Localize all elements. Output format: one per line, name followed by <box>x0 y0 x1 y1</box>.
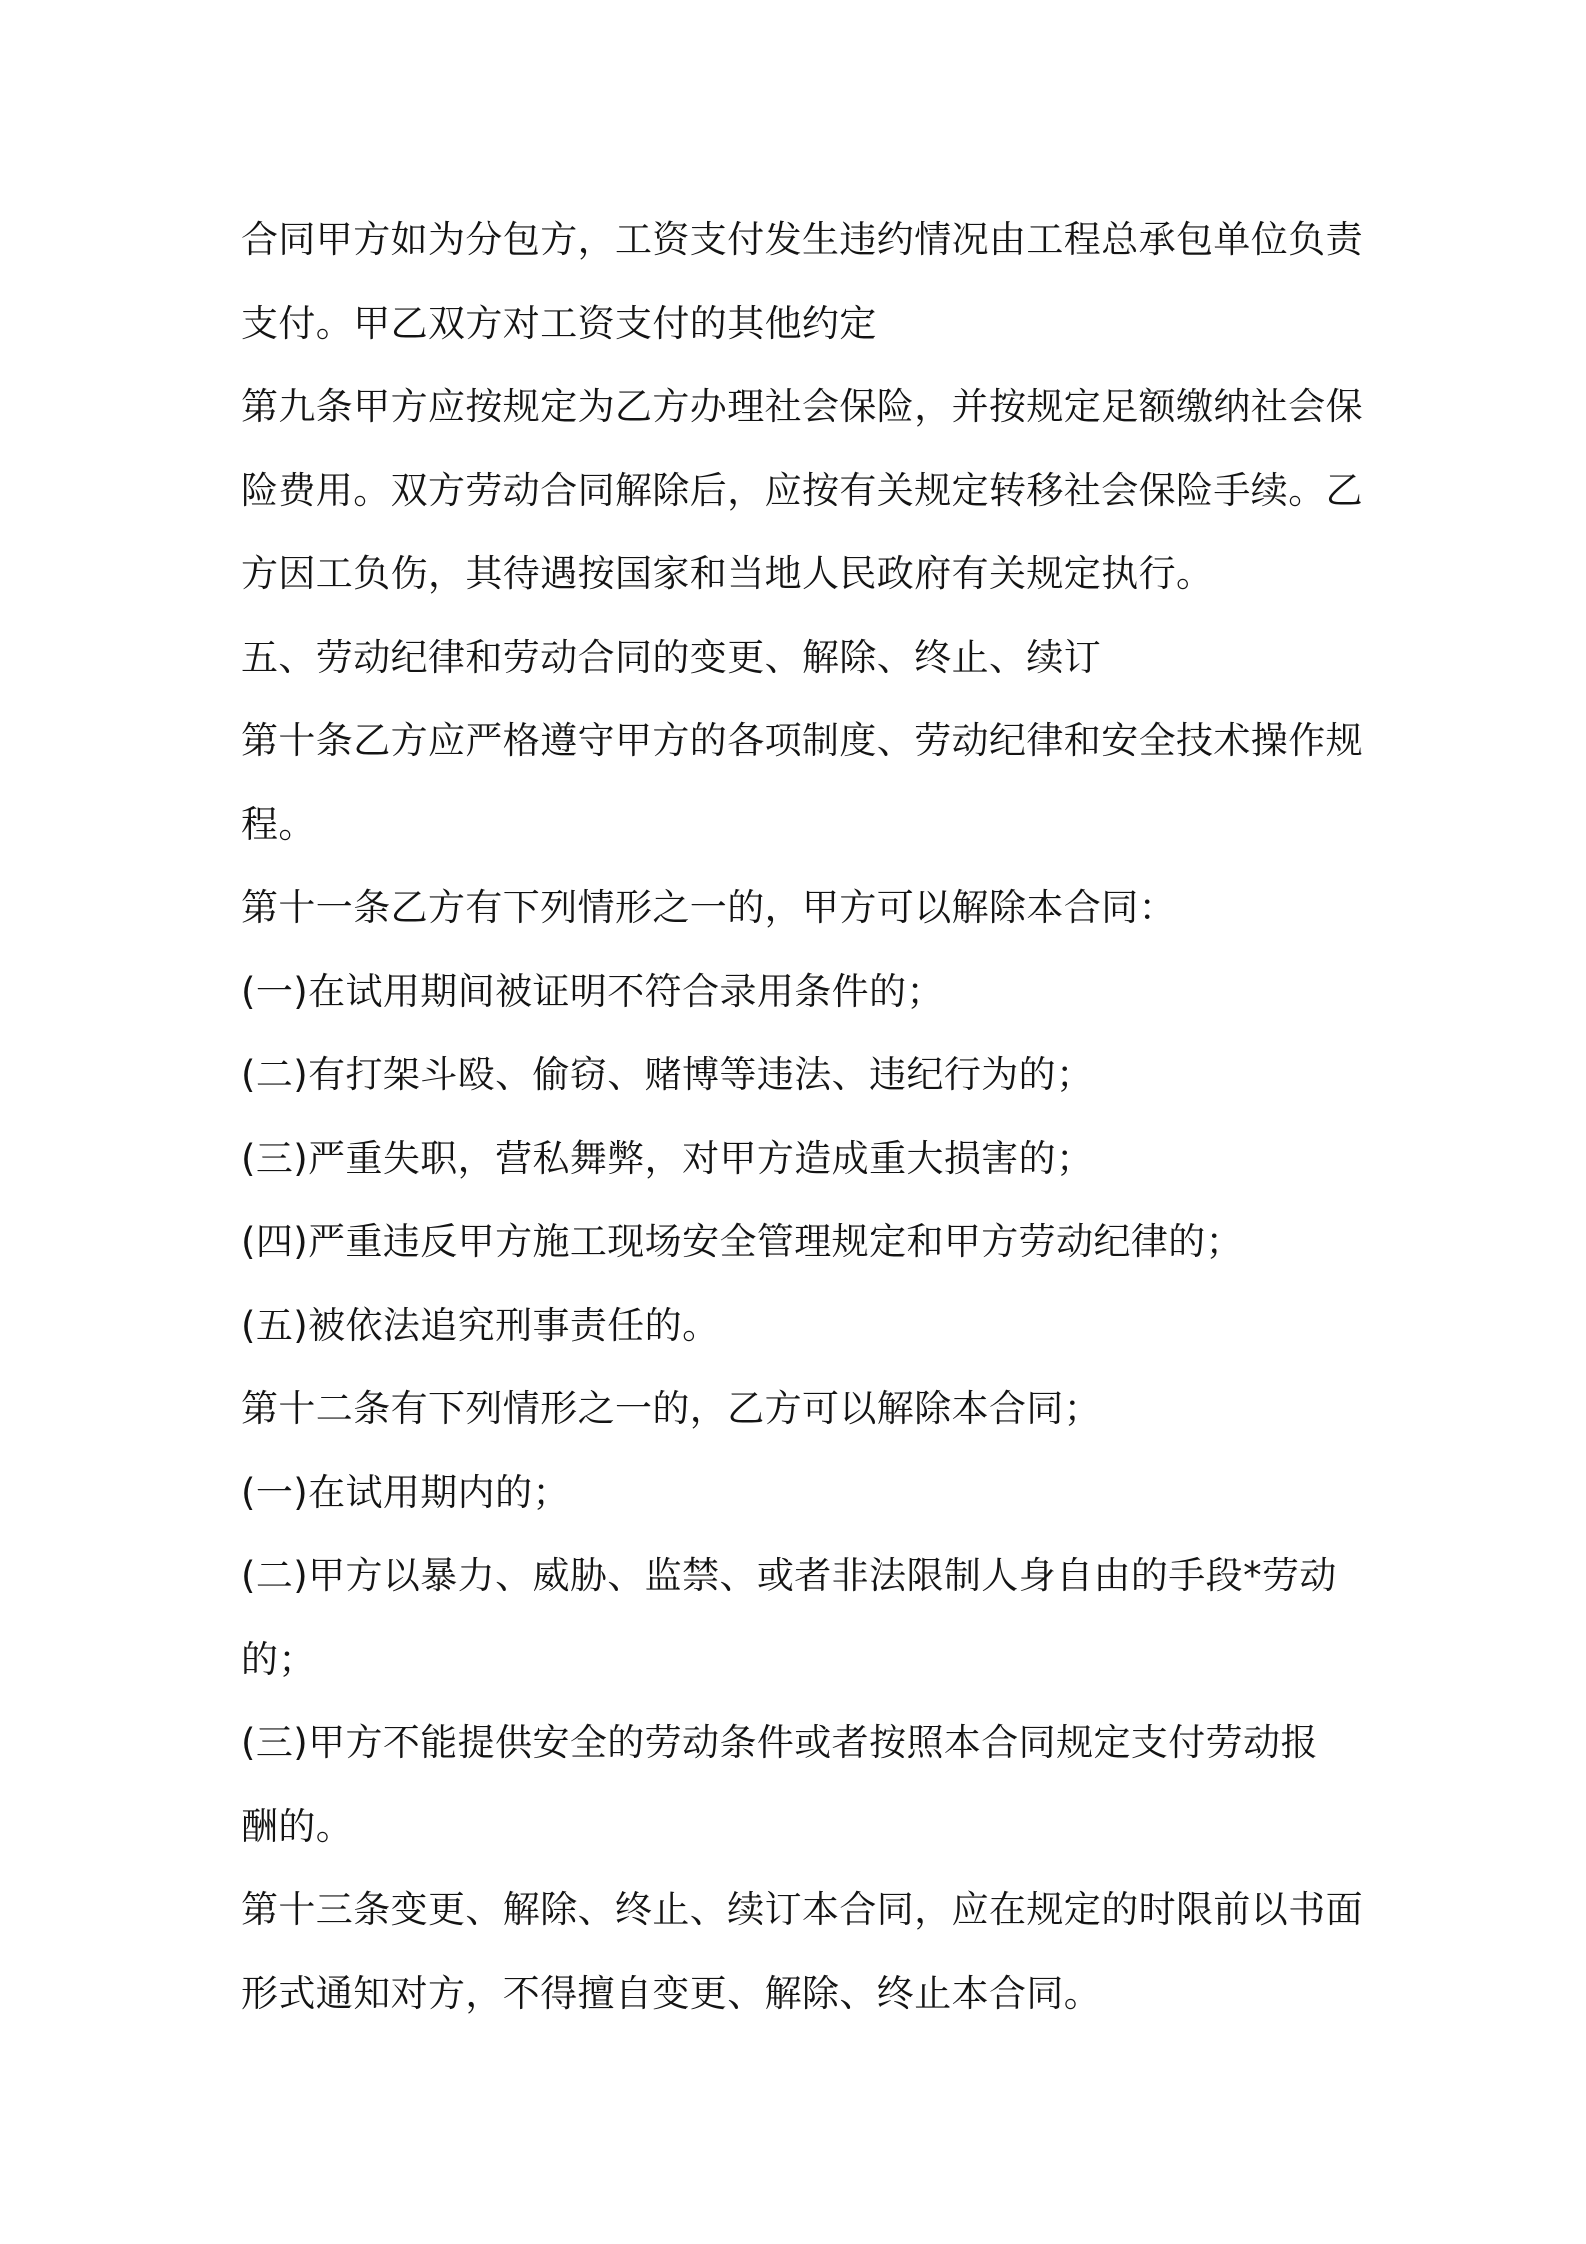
list-item-11-1: (一)在试用期间被证明不符合录用条件的； <box>241 969 944 1013</box>
text-line-5: 方因工负伤，其待遇按国家和当地人民政府有关规定执行。 <box>241 552 1214 595</box>
list-item-12-2-cont: 的； <box>241 1637 316 1681</box>
text-line-1: 合同甲方如为分包方，工资支付发生违约情况由工程总承包单位负责 <box>241 218 1363 261</box>
list-item-12-3: (三)甲方不能提供安全的劳动条件或者按照本合同规定支付劳动报 <box>241 1721 1318 1764</box>
document-body <box>241 198 1363 2035</box>
list-item-12-2: (二)甲方以暴力、威胁、监禁、或者非法限制人身自由的手段*劳动 <box>241 1554 1337 1597</box>
list-item-12-3-cont: 酬的。 <box>241 1804 354 1848</box>
section-heading-5: 五、劳动纪律和劳动合同的变更、解除、终止、续订 <box>241 635 1102 679</box>
list-item-11-4: (四)严重违反甲方施工现场安全管理规定和甲方劳动纪律的； <box>241 1220 1244 1263</box>
text-line-8: 程。 <box>241 802 316 846</box>
list-item-11-2: (二)有打架斗殴、偷窃、赌博等违法、违纪行为的； <box>241 1053 1094 1096</box>
text-line-3: 第九条甲方应按规定为乙方办理社会保险，并按规定足额缴纳社会保 <box>241 385 1363 428</box>
text-line-9: 第十一条乙方有下列情形之一的，甲方可以解除本合同： <box>241 886 1176 929</box>
list-item-12-1: (一)在试用期内的； <box>241 1470 570 1514</box>
text-line-7: 第十条乙方应严格遵守甲方的各项制度、劳动纪律和安全技术操作规 <box>241 719 1363 762</box>
text-line-2: 支付。甲乙双方对工资支付的其他约定 <box>241 301 877 345</box>
text-line-15: 第十二条有下列情形之一的，乙方可以解除本合同； <box>241 1387 1102 1430</box>
text-line-21: 第十三条变更、解除、终止、续订本合同，应在规定的时限前以书面 <box>241 1888 1363 1931</box>
text-line-4: 险费用。双方劳动合同解除后，应按有关规定转移社会保险手续。乙 <box>241 468 1363 512</box>
list-item-11-3: (三)严重失职，营私舞弊，对甲方造成重大损害的； <box>241 1136 1094 1180</box>
list-item-11-5: (五)被依法追究刑事责任的。 <box>241 1303 720 1347</box>
text-line-22: 形式通知对方，不得擅自变更、解除、终止本合同。 <box>241 1971 1102 2015</box>
